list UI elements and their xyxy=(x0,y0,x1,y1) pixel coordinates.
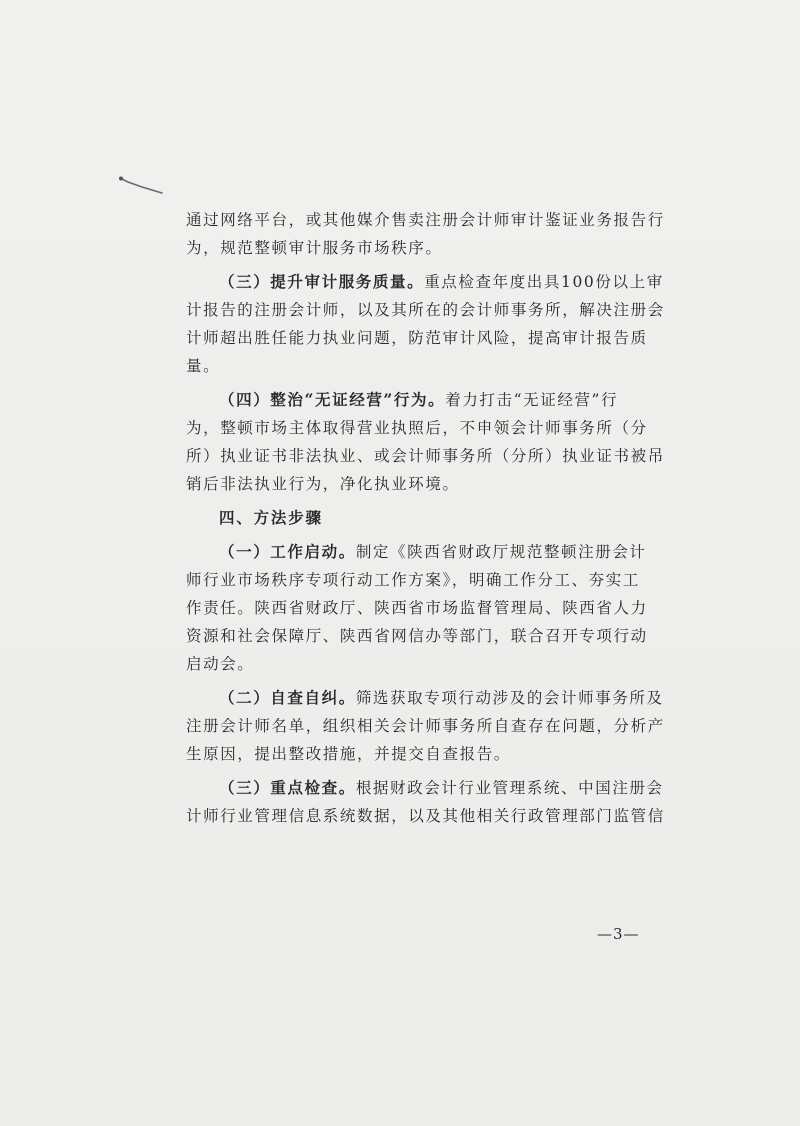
paragraph-audit-quality xyxy=(186,268,666,380)
paragraph-lead: （四）整治“无证经营”行为。 xyxy=(219,390,446,409)
text-line: 注册会计师名单，组织相关会计师事务所自查存在问题，分析产 xyxy=(186,717,665,735)
paragraph-continuation xyxy=(186,206,666,262)
paragraph-lead: （一）工作启动。 xyxy=(219,542,356,561)
text-run: 制定《陕西省财政厅规范整顿注册会计 xyxy=(355,543,647,561)
text-line: 计师行业管理信息系统数据，以及其他相关行政管理部门监管信 xyxy=(186,807,665,825)
paragraph-self-inspection xyxy=(186,684,666,768)
text-line: 销后非法执业行为，净化执业环境。 xyxy=(186,475,460,493)
paragraph-lead: （三）提升审计服务质量。 xyxy=(219,272,425,291)
text-line xyxy=(186,538,666,566)
text-run: 筛选获取专项行动涉及的会计师事务所及 xyxy=(355,689,664,707)
text-run: 根据财政会计行业管理系统、中国注册会 xyxy=(355,779,664,797)
paragraph-lead: （二）自查自纠。 xyxy=(219,688,356,707)
text-line: 量。 xyxy=(186,357,221,375)
text-line xyxy=(186,684,666,712)
text-line: 启动会。 xyxy=(186,655,255,673)
text-line: 所）执业证书非法执业、或会计师事务所（分所）执业证书被吊 xyxy=(186,447,665,465)
paragraph-unlicensed-operation xyxy=(186,386,666,498)
text-run: 重点检查年度出具100份以上审 xyxy=(424,273,664,291)
paragraph-key-inspection xyxy=(186,774,666,830)
text-line: 生原因，提出整改措施，并提交自查报告。 xyxy=(186,745,511,763)
text-line: 为，整顿市场主体取得营业执照后，不申领会计师事务所（分 xyxy=(186,419,648,437)
text-line: 资源和社会保障厅、陕西省网信办等部门，联合召开专项行动 xyxy=(186,627,648,645)
paragraph-lead: （三）重点检查。 xyxy=(219,778,356,797)
text-line xyxy=(186,386,666,414)
text-line: 为，规范整顿审计服务市场秩序。 xyxy=(186,239,443,257)
text-line xyxy=(186,268,666,296)
text-line: 计报告的注册会计师，以及其所在的会计师事务所，解决注册会 xyxy=(186,301,665,319)
text-line: 通过网络平台，或其他媒介售卖注册会计师审计鉴证业务报告行 xyxy=(186,211,665,229)
text-line: 师行业市场秩序专项行动工作方案》，明确工作分工、夯实工 xyxy=(186,571,640,589)
body-text xyxy=(186,206,666,830)
text-line: 作责任。陕西省财政厅、陕西省市场监督管理局、陕西省人力 xyxy=(186,599,648,617)
text-line xyxy=(186,774,666,802)
text-line: 计师超出胜任能力执业问题，防范审计风险，提高审计报告质 xyxy=(186,329,648,347)
paragraph-work-launch xyxy=(186,538,666,678)
text-run: 着力打击“无证经营”行 xyxy=(445,391,619,409)
section-heading: 四、方法步骤 xyxy=(219,508,323,527)
page-number: —3— xyxy=(597,925,640,943)
scan-artifact-mark xyxy=(118,176,164,196)
